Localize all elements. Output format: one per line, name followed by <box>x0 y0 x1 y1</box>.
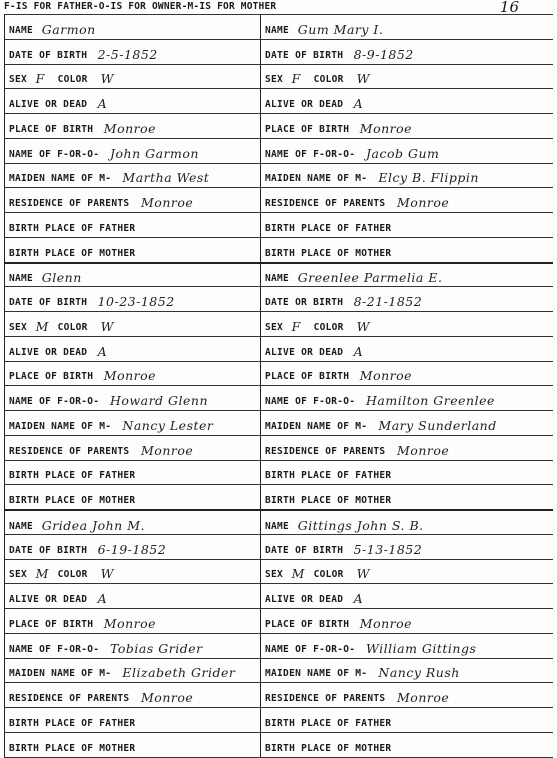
record-row <box>4 14 553 40</box>
record-row <box>4 732 553 758</box>
color-value: W <box>356 318 370 334</box>
record-field-left <box>4 485 261 510</box>
field-label: NAME OF F-OR-O- <box>9 396 100 407</box>
record-field-right <box>260 609 554 634</box>
field-label: PLACE OF BIRTH <box>9 618 94 630</box>
record-field-right <box>260 485 554 510</box>
record-field-right <box>260 634 554 659</box>
record-field-left <box>4 89 261 114</box>
field-value: Elcy B. Flippin <box>378 170 479 186</box>
field-label: MAIDEN NAME OF M- <box>265 668 368 680</box>
field-label: ALIVE OR DEAD <box>265 99 344 110</box>
record-row <box>4 484 553 510</box>
record-row <box>4 707 553 733</box>
record-field-right <box>260 139 554 164</box>
field-value: Jacob Gum <box>366 145 440 161</box>
record-field-right <box>260 40 554 65</box>
header-text: F-IS FOR FATHER-O-IS FOR OWNER-M-IS FOR MOTHER <box>4 1 277 12</box>
field-value: 5-13-1852 <box>353 541 423 557</box>
field-label: RESIDENCE OF PARENTS <box>9 693 130 704</box>
field-label: BIRTH PLACE OF MOTHER <box>265 495 392 506</box>
field-value: Monroe <box>359 120 413 136</box>
field-value: Monroe <box>141 442 194 458</box>
field-label: PLACE OF BIRTH <box>265 123 350 135</box>
field-value: Mary Sunderland <box>378 417 497 433</box>
record-field-right <box>260 683 554 708</box>
record-grid <box>4 14 553 757</box>
field-label: SEX <box>9 321 28 333</box>
field-label: NAME <box>265 273 290 285</box>
record-field-left <box>4 733 261 758</box>
field-label: BIRTH PLACE OF FATHER <box>9 222 136 234</box>
record-row <box>4 336 553 362</box>
field-label: SEX <box>265 321 284 333</box>
record-row <box>4 435 553 461</box>
field-label: NAME OF F-OR-O- <box>9 643 100 655</box>
field-value: A <box>97 591 108 606</box>
field-value: Monroe <box>103 615 157 631</box>
record-row <box>4 682 553 708</box>
record-field-left <box>4 659 261 684</box>
record-field-right <box>260 114 554 139</box>
record-row <box>4 237 553 263</box>
record-row <box>4 361 553 387</box>
field-value: 8-21-1852 <box>353 294 423 309</box>
record-field-left <box>4 287 261 312</box>
record-field-left <box>4 312 261 337</box>
field-label: RESIDENCE OF PARENTS <box>265 198 386 209</box>
record-field-left <box>4 15 261 40</box>
record-field-right <box>260 461 554 486</box>
field-value: William Gittings <box>366 640 477 656</box>
record-row <box>4 460 553 486</box>
field-value: Nancy Lester <box>122 417 214 433</box>
color-value: W <box>100 318 114 334</box>
field-value: Monroe <box>141 690 194 705</box>
record-row <box>4 658 553 684</box>
color-value: W <box>356 71 370 87</box>
field-value: Monroe <box>397 442 450 458</box>
field-label: ALIVE OR DEAD <box>9 594 88 605</box>
field-value: Garmon <box>41 21 96 37</box>
record-field-right <box>260 287 554 312</box>
field-label: NAME OF F-OR-O- <box>9 148 100 160</box>
field-value: Monroe <box>397 195 450 210</box>
field-label: RESIDENCE OF PARENTS <box>265 693 386 704</box>
field-label: NAME <box>9 273 34 285</box>
field-value: Hamilton Greenlee <box>366 393 495 408</box>
record-field-left <box>4 560 261 585</box>
field-label: DATE OF BIRTH <box>9 544 88 556</box>
field-value: M <box>35 318 49 334</box>
field-label: MAIDEN NAME OF M- <box>9 420 112 432</box>
record-field-left <box>4 213 261 238</box>
color-value: W <box>356 566 370 582</box>
record-field-right <box>260 15 554 40</box>
record-field-left <box>4 535 261 560</box>
field-label: ALIVE OR DEAD <box>265 346 344 358</box>
field-label: DATE OF BIRTH <box>9 297 88 308</box>
record-field-left <box>4 264 261 289</box>
field-value: Gum Mary I. <box>297 21 384 37</box>
field-value: Gittings John S. B. <box>297 517 424 533</box>
color-label: COLOR <box>313 74 344 86</box>
field-value: Monroe <box>141 195 194 210</box>
record-row <box>4 410 553 436</box>
form-header <box>4 1 544 15</box>
field-label: MAIDEN NAME OF M- <box>265 173 368 185</box>
field-value: A <box>353 96 364 111</box>
field-value: Monroe <box>103 120 157 136</box>
record-field-left <box>4 511 261 536</box>
record-field-left <box>4 139 261 164</box>
record-field-right <box>260 584 554 609</box>
color-value: W <box>100 71 114 87</box>
field-label: BIRTH PLACE OF FATHER <box>9 470 136 482</box>
record-field-left <box>4 362 261 387</box>
field-value: Martha West <box>122 170 210 186</box>
record-field-right <box>260 188 554 213</box>
record-field-right <box>260 733 554 758</box>
record-row <box>4 138 553 164</box>
record-row <box>4 583 553 609</box>
record-field-right <box>260 535 554 560</box>
record-field-left <box>4 584 261 609</box>
field-label: BIRTH PLACE OF MOTHER <box>9 247 136 259</box>
field-label: DATE OF BIRTH <box>265 544 344 556</box>
field-label: NAME <box>265 520 290 532</box>
field-label: NAME OF F-OR-O- <box>265 148 356 160</box>
record-field-right <box>260 238 554 263</box>
record-row <box>4 113 553 139</box>
field-label: BIRTH PLACE OF FATHER <box>265 717 392 729</box>
field-label: PLACE OF BIRTH <box>265 618 350 630</box>
record-field-right <box>260 213 554 238</box>
field-label: DATE OF BIRTH <box>9 49 88 61</box>
color-label: COLOR <box>57 321 88 333</box>
record-field-right <box>260 659 554 684</box>
record-row <box>4 534 553 560</box>
field-label: SEX <box>265 569 284 581</box>
record-field-left <box>4 337 261 362</box>
field-label: PLACE OF BIRTH <box>9 371 94 383</box>
field-label: BIRTH PLACE OF FATHER <box>265 222 392 234</box>
record-field-left <box>4 411 261 436</box>
field-label: PLACE OF BIRTH <box>265 371 350 383</box>
field-value: Monroe <box>359 615 413 631</box>
record-field-right <box>260 312 554 337</box>
field-value: Glenn <box>41 270 82 286</box>
field-value: 2-5-1852 <box>97 46 158 62</box>
record-row <box>4 212 553 238</box>
field-label: SEX <box>265 74 284 86</box>
field-label: SEX <box>9 74 28 86</box>
field-label: ALIVE OR DEAD <box>265 594 344 605</box>
field-label: NAME <box>265 24 290 36</box>
record-field-left <box>4 40 261 65</box>
field-value: Nancy Rush <box>378 665 460 681</box>
record-field-right <box>260 411 554 436</box>
record-row <box>4 509 553 536</box>
record-field-left <box>4 114 261 139</box>
record-field-left <box>4 634 261 659</box>
record-field-left <box>4 238 261 263</box>
field-value: Elizabeth Grider <box>122 665 236 681</box>
field-label: RESIDENCE OF PARENTS <box>265 445 386 457</box>
field-label: BIRTH PLACE OF MOTHER <box>265 742 392 754</box>
field-value: 8-9-1852 <box>353 46 414 62</box>
field-label: DATE OR BIRTH <box>265 297 344 308</box>
field-label: NAME OF F-OR-O- <box>265 396 356 407</box>
record-field-right <box>260 337 554 362</box>
record-field-left <box>4 164 261 189</box>
record-field-left <box>4 708 261 733</box>
field-value: F <box>291 318 301 334</box>
field-label: BIRTH PLACE OF MOTHER <box>9 495 136 506</box>
field-label: BIRTH PLACE OF MOTHER <box>9 742 136 754</box>
field-label: BIRTH PLACE OF FATHER <box>9 717 136 729</box>
field-value: M <box>35 566 49 582</box>
record-row <box>4 262 553 289</box>
record-row <box>4 286 553 312</box>
field-label: RESIDENCE OF PARENTS <box>9 445 130 457</box>
field-value: Greenlee Parmelia E. <box>297 270 443 286</box>
field-value: M <box>291 566 305 582</box>
field-value: Gridea John M. <box>41 517 145 533</box>
field-label: PLACE OF BIRTH <box>9 123 94 135</box>
record-field-right <box>260 89 554 114</box>
field-value: Monroe <box>359 368 413 384</box>
record-field-left <box>4 461 261 486</box>
record-row <box>4 64 553 90</box>
color-label: COLOR <box>57 569 88 581</box>
record-field-left <box>4 436 261 461</box>
field-value: F <box>35 71 45 87</box>
field-value: F <box>291 71 301 87</box>
color-label: COLOR <box>313 569 344 581</box>
record-row <box>4 88 553 114</box>
field-value: A <box>97 343 108 359</box>
record-field-right <box>260 164 554 189</box>
field-label: MAIDEN NAME OF M- <box>265 420 368 432</box>
field-label: NAME <box>9 520 34 532</box>
record-field-right <box>260 511 554 536</box>
record-field-right <box>260 560 554 585</box>
record-row <box>4 187 553 213</box>
field-value: A <box>97 96 108 111</box>
field-label: BIRTH PLACE OF FATHER <box>265 470 392 482</box>
field-label: ALIVE OR DEAD <box>9 346 88 358</box>
record-field-left <box>4 386 261 411</box>
record-row <box>4 633 553 659</box>
field-value: Tobias Grider <box>110 640 203 656</box>
record-row <box>4 163 553 189</box>
field-label: NAME OF F-OR-O- <box>265 643 356 655</box>
record-field-left <box>4 609 261 634</box>
color-label: COLOR <box>57 74 88 86</box>
field-label: NAME <box>9 24 34 36</box>
record-field-left <box>4 683 261 708</box>
field-value: 6-19-1852 <box>97 541 167 557</box>
record-field-right <box>260 65 554 90</box>
field-value: Howard Glenn <box>110 393 209 408</box>
field-label: MAIDEN NAME OF M- <box>9 173 112 185</box>
field-label: RESIDENCE OF PARENTS <box>9 198 130 209</box>
record-field-right <box>260 386 554 411</box>
record-field-left <box>4 65 261 90</box>
field-label: SEX <box>9 569 28 581</box>
field-value: Monroe <box>397 690 450 705</box>
field-value: A <box>353 591 364 606</box>
field-value: Monroe <box>103 368 157 384</box>
field-label: DATE OF BIRTH <box>265 49 344 61</box>
field-value: John Garmon <box>110 145 199 161</box>
field-label: ALIVE OR DEAD <box>9 99 88 110</box>
record-row <box>4 559 553 585</box>
color-label: COLOR <box>313 321 344 333</box>
record-field-right <box>260 436 554 461</box>
record-row <box>4 39 553 65</box>
record-row <box>4 311 553 337</box>
record-field-right <box>260 362 554 387</box>
record-field-right <box>260 708 554 733</box>
field-label: BIRTH PLACE OF MOTHER <box>265 247 392 259</box>
record-field-right <box>260 264 554 289</box>
page-number: 16 <box>499 0 519 16</box>
field-value: 10-23-1852 <box>97 294 175 309</box>
color-value: W <box>100 566 114 582</box>
field-value: A <box>353 343 364 359</box>
record-field-left <box>4 188 261 213</box>
record-row <box>4 608 553 634</box>
record-row <box>4 385 553 411</box>
field-label: MAIDEN NAME OF M- <box>9 668 112 680</box>
